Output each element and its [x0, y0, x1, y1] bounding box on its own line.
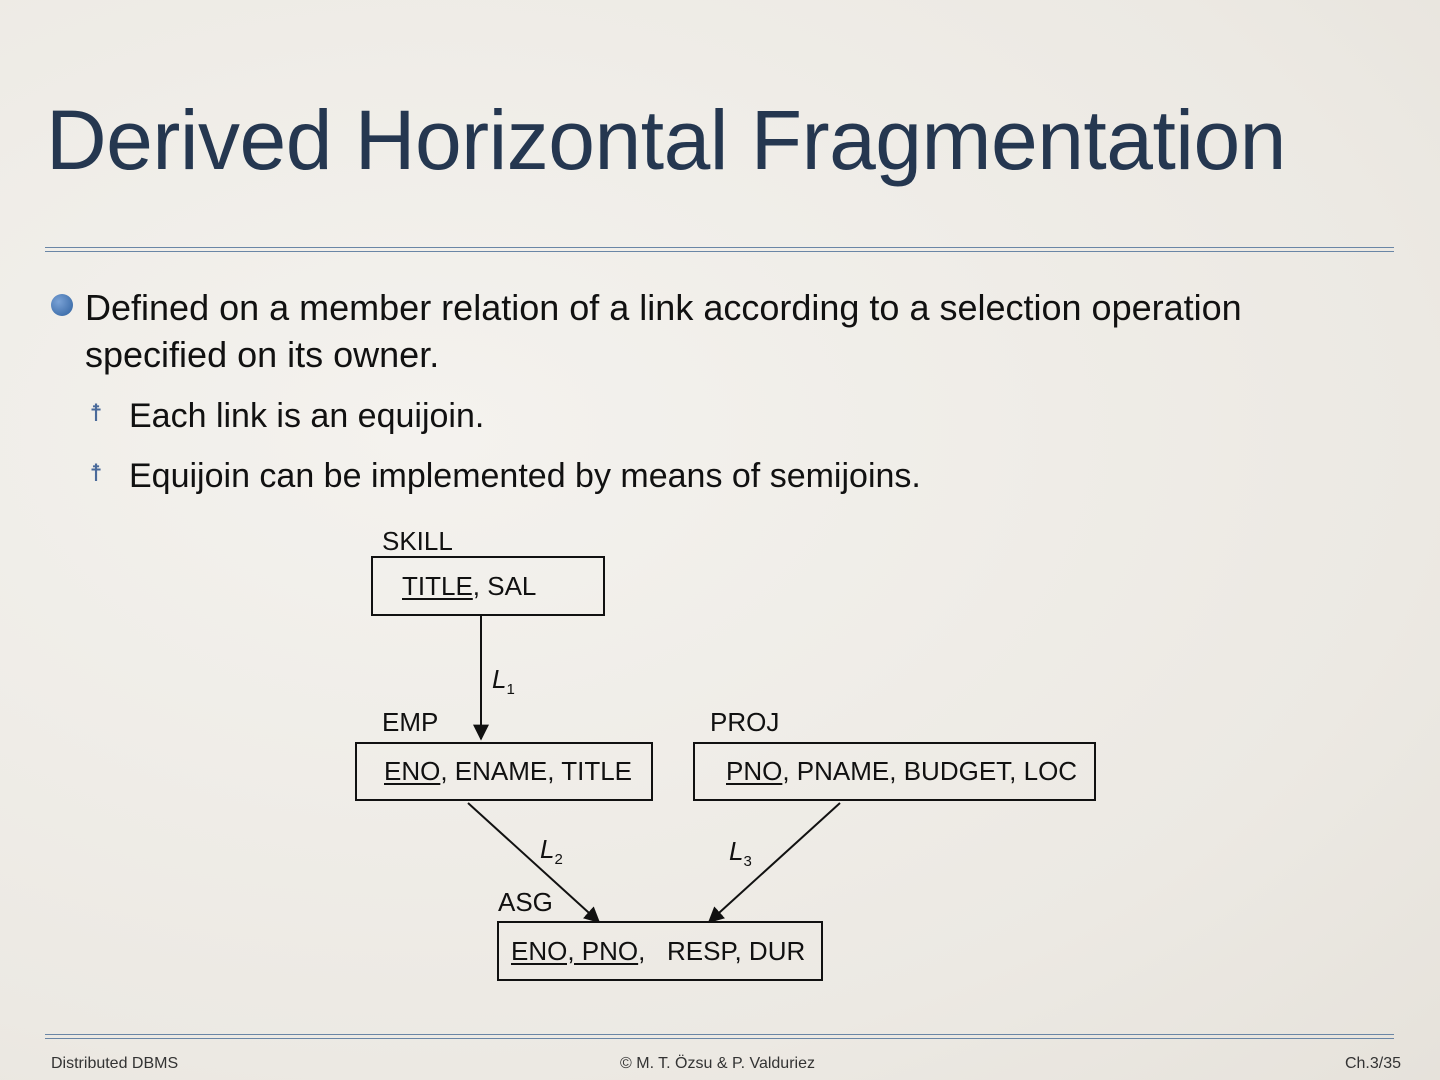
main-bullet: Defined on a member relation of a link according to a selection operation specified on its owner.	[85, 287, 1242, 375]
footer-course: Distributed DBMS	[51, 1055, 179, 1072]
cross-icon: ☨	[89, 399, 103, 427]
slide-title: Derived Horizontal Fragmentation	[46, 93, 1286, 187]
skill-key: TITLE	[402, 570, 473, 601]
footer-divider	[45, 1034, 1394, 1040]
relation-emp-box	[355, 742, 653, 801]
sub-bullet-1: Each link is an equijoin.	[129, 397, 485, 435]
relation-skill-box	[371, 556, 605, 616]
link-l2-label: $L_2$	[540, 834, 563, 868]
emp-key: ENO	[384, 756, 441, 786]
relation-asg-box	[497, 921, 823, 981]
proj-key: PNO	[726, 756, 783, 786]
relation-proj-label: PROJ	[710, 707, 780, 737]
asg-attrs: , RESP, DUR	[638, 935, 806, 966]
emp-attrs: , ENAME, TITLE	[440, 756, 633, 786]
relation-proj-box	[693, 742, 1096, 801]
link-l1-label: $L_1$	[492, 664, 515, 698]
cross-icon: ☨	[89, 459, 103, 487]
relation-asg-label: ASG	[498, 887, 553, 917]
skill-attrs: , SAL	[472, 570, 537, 601]
relation-skill-label: SKILL	[382, 526, 453, 556]
footer-page-number: Ch.3/35	[1344, 1055, 1401, 1072]
footer-copyright: © M. T. Özsu & P. Valduriez	[620, 1055, 815, 1072]
link-l3-label: $L_3$	[729, 836, 752, 870]
relation-emp-label: EMP	[382, 707, 439, 737]
asg-key: ENO, PNO	[511, 935, 639, 966]
sub-bullet-2: Equijoin can be implemented by means of semijoins.	[129, 457, 921, 495]
proj-attrs: , PNAME, BUDGET, LOC	[782, 756, 1078, 786]
